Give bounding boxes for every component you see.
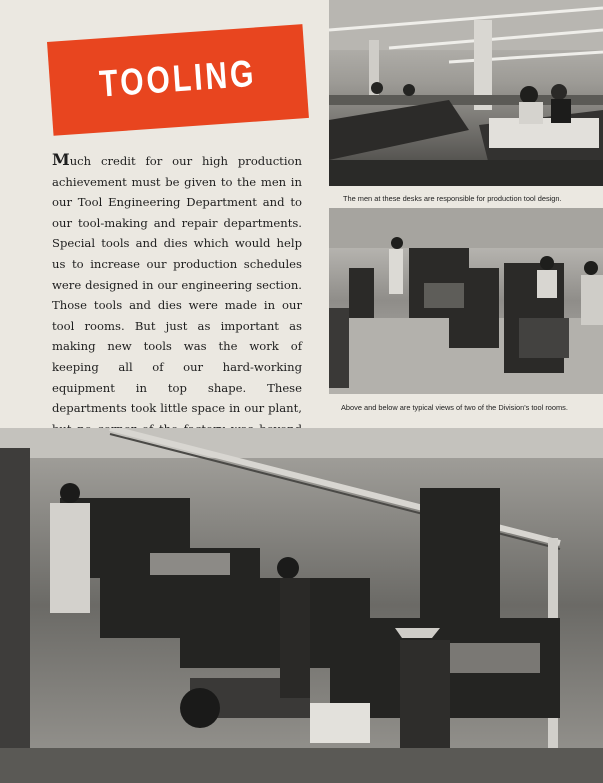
dropcap-letter: M xyxy=(52,150,70,169)
body-paragraph xyxy=(52,150,302,460)
section-title-banner xyxy=(47,24,309,136)
section-title: TOOLING xyxy=(98,53,258,106)
photo-tool-design-desks xyxy=(329,0,603,186)
photo-tool-room-2 xyxy=(0,428,603,783)
paragraph-text: uch credit for our high production achievement must be given to the men in our Tool Engineering Department and to our tool-making and repair departments. Special tools and dies which would help us to increase our production schedules were designed in our engineering section. Those tools and dies were made in our tool rooms. But just as important as making new tools was the work of keeping all of our hard-working equipment in top shape. These departments took little space in our plant, xyxy=(52,154,302,416)
caption-middle-photo: Above and below are typical views of two of the Division's tool rooms. xyxy=(341,403,568,412)
caption-top-photo: The men at these desks are responsible for production tool design. xyxy=(343,194,562,203)
photo-tool-room-1 xyxy=(329,208,603,394)
